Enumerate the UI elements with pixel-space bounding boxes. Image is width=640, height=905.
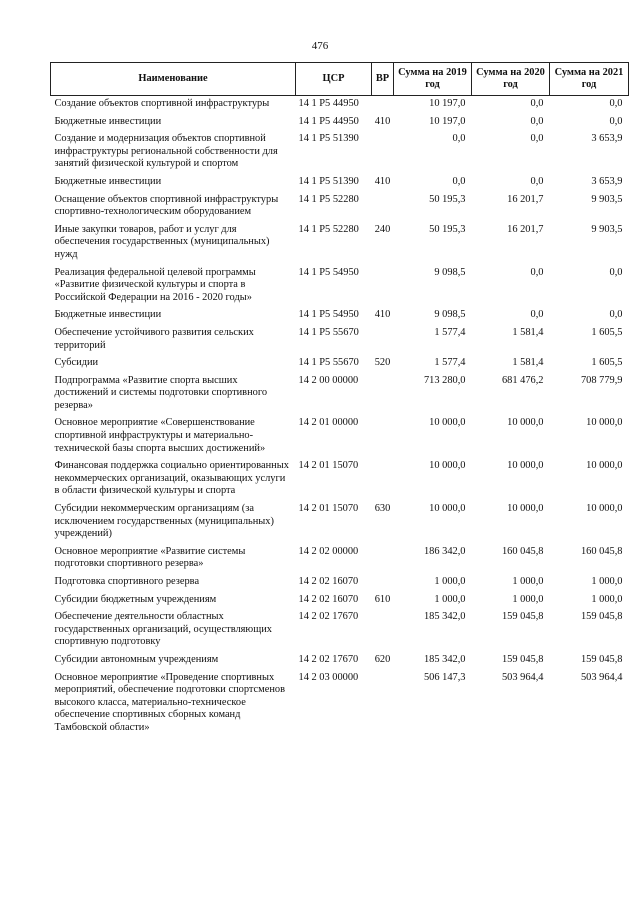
cell-vr [372,609,394,652]
cell-vr [372,544,394,574]
cell-sum-2020: 1 000,0 [512,593,544,605]
cell-sum-2020: 0,0 [530,98,544,109]
cell-vr [372,96,394,114]
cell-sum-2019: 1 577,4 [434,326,466,338]
cell-sum-2021: 708 779,9 [580,374,623,386]
cell-csr: 14 2 01 00000 [298,417,359,429]
cell-sum-2021: 1 000,0 [591,576,623,587]
cell-sum-2019: 186 342,0 [423,545,466,557]
cell-sum-2021: 1 605,5 [591,357,623,369]
header-vr: ВР [372,63,394,96]
cell-vr [372,325,394,355]
cell-sum-2019: 10 000,0 [429,417,466,429]
cell-sum-2019: 9 098,5 [434,266,466,278]
cell-vr [372,131,394,174]
cell-csr: 14 1 P5 54950 [298,309,359,321]
cell-csr: 14 2 00 00000 [298,374,359,386]
table-row [51,355,629,373]
cell-sum-2020: 159 045,8 [501,653,544,665]
cell-csr: 14 2 02 16070 [298,576,359,587]
cell-csr: 14 1 P5 51390 [298,133,359,145]
table-row [51,265,629,308]
cell-sum-2020: 0,0 [530,175,544,187]
cell-name: Оснащение объектов спортивной инфраструктуры спортивно-технологическим оборудованием [54,193,279,218]
cell-csr: 14 2 02 17670 [298,611,359,623]
cell-name: Обеспечение деятельности областных государственных организаций, осуществляющих спортивную подготовку [54,611,272,648]
cell-sum-2021: 503 964,4 [580,671,623,683]
page-number: 476 [311,40,329,52]
cell-sum-2020: 1 581,4 [512,357,544,369]
cell-name: Подпрограмма «Развитие спорта высших достижений и системы подготовки спортивного резерва» [54,374,268,411]
cell-vr [372,670,394,738]
cell-vr [372,192,394,222]
cell-name: Создание объектов спортивной инфраструктуры [54,98,270,109]
header-sum-2020: Сумма на 2020 год [472,63,550,96]
cell-csr: 14 1 P5 55670 [298,326,359,338]
cell-name: Подготовка спортивного резерва [54,576,200,587]
cell-sum-2019: 1 000,0 [434,576,466,587]
cell-csr: 14 1 P5 51390 [298,175,359,187]
cell-sum-2021: 160 045,8 [580,545,623,557]
cell-vr [372,373,394,416]
cell-sum-2020: 159 045,8 [501,611,544,623]
cell-csr: 14 2 03 00000 [298,671,359,683]
cell-name: Бюджетные инвестиции [54,175,162,187]
cell-sum-2020: 10 000,0 [507,417,544,429]
cell-sum-2019: 1 000,0 [434,593,466,605]
table-row [51,458,629,501]
table-row [51,373,629,416]
budget-table [50,62,629,738]
header-sum-2021: Сумма на 2021 год [550,63,629,96]
table-body [51,96,629,738]
cell-vr [372,574,394,592]
cell-sum-2020: 681 476,2 [501,374,544,386]
cell-sum-2021: 1 000,0 [591,593,623,605]
cell-vr: 410 [374,115,391,127]
cell-sum-2020: 0,0 [530,115,544,127]
cell-name: Создание и модернизация объектов спортивной инфраструктуры региональной собственности для занятий физической культурой и спортом [54,133,278,170]
cell-csr: 14 1 P5 55670 [298,357,359,369]
cell-sum-2021: 0,0 [609,309,623,321]
table-row [51,609,629,652]
table-row [51,325,629,355]
cell-vr: 240 [374,223,391,235]
table-row [51,222,629,265]
cell-name: Обеспечение устойчивого развития сельских территорий [54,326,254,351]
cell-vr [372,415,394,458]
cell-sum-2019: 0,0 [452,175,466,187]
cell-sum-2021: 0,0 [609,115,623,127]
cell-sum-2020: 10 000,0 [507,460,544,472]
table-row [51,131,629,174]
cell-sum-2020: 503 964,4 [501,671,544,683]
cell-sum-2019: 10 000,0 [429,460,466,472]
header-sum-2019: Сумма на 2019 год [394,63,472,96]
cell-sum-2019: 50 195,3 [429,193,466,205]
cell-sum-2019: 506 147,3 [423,671,466,683]
cell-csr: 14 1 P5 44950 [298,98,359,109]
cell-name: Основное мероприятие «Совершенствование спортивной инфраструктуры и материально-технической базы спорта высших достижений» [54,417,266,454]
cell-csr: 14 2 01 15070 [298,460,359,472]
table-row [51,544,629,574]
cell-csr: 14 1 P5 54950 [298,266,359,278]
cell-sum-2019: 10 197,0 [429,98,466,109]
cell-sum-2019: 10 000,0 [429,503,466,515]
cell-sum-2020: 1 581,4 [512,326,544,338]
cell-sum-2021: 10 000,0 [586,417,623,429]
table-row [51,670,629,738]
cell-sum-2020: 0,0 [530,133,544,145]
cell-sum-2019: 0,0 [452,133,466,145]
cell-vr: 520 [374,357,391,369]
cell-vr: 610 [374,593,391,605]
cell-sum-2019: 185 342,0 [423,653,466,665]
table-row [51,174,629,192]
header-name: Наименование [51,63,296,96]
cell-csr: 14 2 02 00000 [298,545,359,557]
cell-name: Субсидии автономным учреждениям [54,653,219,665]
table-row [51,114,629,132]
table-row [51,652,629,670]
cell-sum-2021: 3 653,9 [591,175,623,187]
cell-sum-2019: 9 098,5 [434,309,466,321]
table-row [51,96,629,114]
cell-sum-2020: 16 201,7 [507,223,544,235]
cell-name: Субсидии [54,357,99,369]
cell-name: Реализация федеральной целевой программы «Развитие физической культуры и спорта в Российской Федерации на 2016 - 2020 годы» [54,266,256,303]
cell-name: Основное мероприятие «Проведение спортивных мероприятий, обеспечение подготовки спортсменов высокого класса, материально-техническое обеспечение спортивных сборных команд Тамбовской области» [54,671,286,733]
cell-sum-2020: 0,0 [530,309,544,321]
table-row [51,592,629,610]
table-header [51,63,629,96]
cell-csr: 14 2 01 15070 [298,503,359,515]
cell-csr: 14 1 P5 52280 [298,223,359,235]
cell-name: Субсидии бюджетным учреждениям [54,593,217,605]
cell-sum-2021: 9 903,5 [591,193,623,205]
header-csr: ЦСР [296,63,372,96]
cell-vr: 410 [374,309,391,321]
cell-sum-2020: 160 045,8 [501,545,544,557]
cell-sum-2019: 185 342,0 [423,611,466,623]
cell-sum-2021: 10 000,0 [586,503,623,515]
cell-sum-2019: 713 280,0 [423,374,466,386]
cell-sum-2020: 16 201,7 [507,193,544,205]
cell-sum-2019: 50 195,3 [429,223,466,235]
cell-name: Иные закупки товаров, работ и услуг для обеспечения государственных (муниципальных) нужд [54,223,270,260]
cell-sum-2021: 3 653,9 [591,133,623,145]
cell-sum-2019: 10 197,0 [429,115,466,127]
cell-sum-2021: 0,0 [609,98,623,109]
cell-sum-2021: 9 903,5 [591,223,623,235]
cell-sum-2020: 0,0 [530,266,544,278]
cell-sum-2021: 1 605,5 [591,326,623,338]
cell-sum-2020: 10 000,0 [507,503,544,515]
cell-csr: 14 2 02 17670 [298,653,359,665]
cell-vr [372,265,394,308]
cell-vr: 620 [374,653,391,665]
table-row [51,501,629,544]
table-row [51,307,629,325]
table-row [51,415,629,458]
cell-name: Бюджетные инвестиции [54,309,162,321]
cell-vr: 630 [374,503,391,515]
cell-sum-2020: 1 000,0 [512,576,544,587]
cell-name: Бюджетные инвестиции [54,115,162,127]
cell-csr: 14 1 P5 44950 [298,115,359,127]
cell-sum-2021: 159 045,8 [580,611,623,623]
cell-vr [372,458,394,501]
cell-sum-2021: 10 000,0 [586,460,623,472]
cell-sum-2021: 0,0 [609,266,623,278]
cell-name: Субсидии некоммерческим организациям (за исключением государственных (муниципальных) учреждений) [54,503,274,540]
cell-vr: 410 [374,175,391,187]
cell-csr: 14 2 02 16070 [298,593,359,605]
cell-csr: 14 1 P5 52280 [298,193,359,205]
cell-name: Основное мероприятие «Развитие системы подготовки спортивного резерва» [54,545,246,570]
cell-sum-2019: 1 577,4 [434,357,466,369]
table-row [51,574,629,592]
cell-sum-2021: 159 045,8 [580,653,623,665]
table-row [51,192,629,222]
cell-name: Финансовая поддержка социально ориентированных некоммерческих организаций, оказывающих услуги в области физической культуры и спорта [54,460,289,497]
